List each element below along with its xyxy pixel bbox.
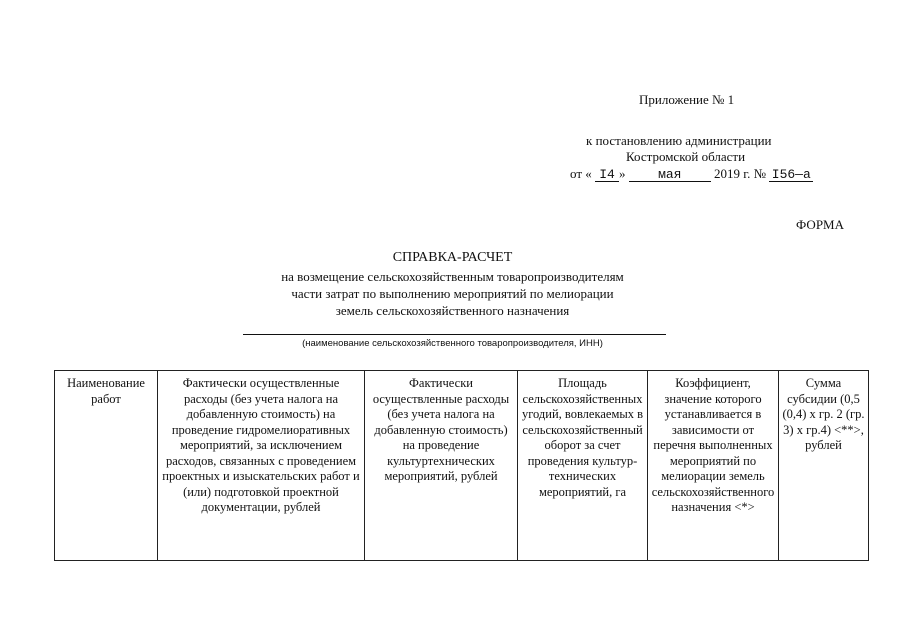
- document-title: СПРАВКА-РАСЧЕТ: [392, 250, 513, 265]
- column-header: Коэффициент, значение которого устанавливается в зависимости от перечня выполненных мероприятий по мелиорации земель сельскохозяйственного назначения <*>: [648, 371, 779, 561]
- decree-line-1: к постановлению администрации: [586, 133, 772, 148]
- producer-caption: (наименование сельскохозяйственного товаропроизводителя, ИНН): [302, 338, 603, 349]
- title-line-2: части затрат по выполнению мероприятий по мелиорации: [291, 286, 614, 301]
- date-mid: »: [619, 166, 626, 181]
- decree-number: I56—а: [769, 168, 813, 182]
- column-header: Фактически осуществленные расходы (без учета налога на добавленную стоимость) на проведение культуртехнических мероприятий, рублей: [365, 371, 518, 561]
- date-month: мая: [629, 168, 711, 182]
- date-day: I4: [595, 168, 619, 182]
- column-header: Сумма субсидии (0,5 (0,4) x гр. 2 (гр. 3) x гр.4) <**>, рублей: [779, 371, 869, 561]
- date-prefix: от «: [570, 166, 592, 181]
- decree-line-2: Костромской области: [626, 149, 746, 164]
- date-year: 2019 г. №: [714, 166, 767, 181]
- column-header: Наименование работ: [55, 371, 158, 561]
- table-header-row: [55, 371, 869, 561]
- form-label: ФОРМА: [796, 217, 844, 232]
- title-line-1: на возмещение сельскохозяйственным товаропроизводителям: [281, 269, 624, 284]
- decree-date-line: [570, 166, 813, 182]
- column-header: Площадь сельскохозяйственных угодий, вовлекаемых в сельскохозяйственный оборот за счет проведения культуртехнических мероприятий, га: [518, 371, 648, 561]
- calculation-table: [54, 370, 869, 561]
- title-line-3: земель сельскохозяйственного назначения: [335, 303, 570, 318]
- column-header: Фактически осуществленные расходы (без учета налога на добавленную стоимость) на проведение гидромелиоративных мероприятий, за исключением расходов, связанных с проведением проектных и изыскательских работ и (или) подготовкой проектной документации, рублей: [158, 371, 365, 561]
- appendix-label: Приложение № 1: [639, 92, 735, 107]
- producer-name-line: [243, 334, 666, 335]
